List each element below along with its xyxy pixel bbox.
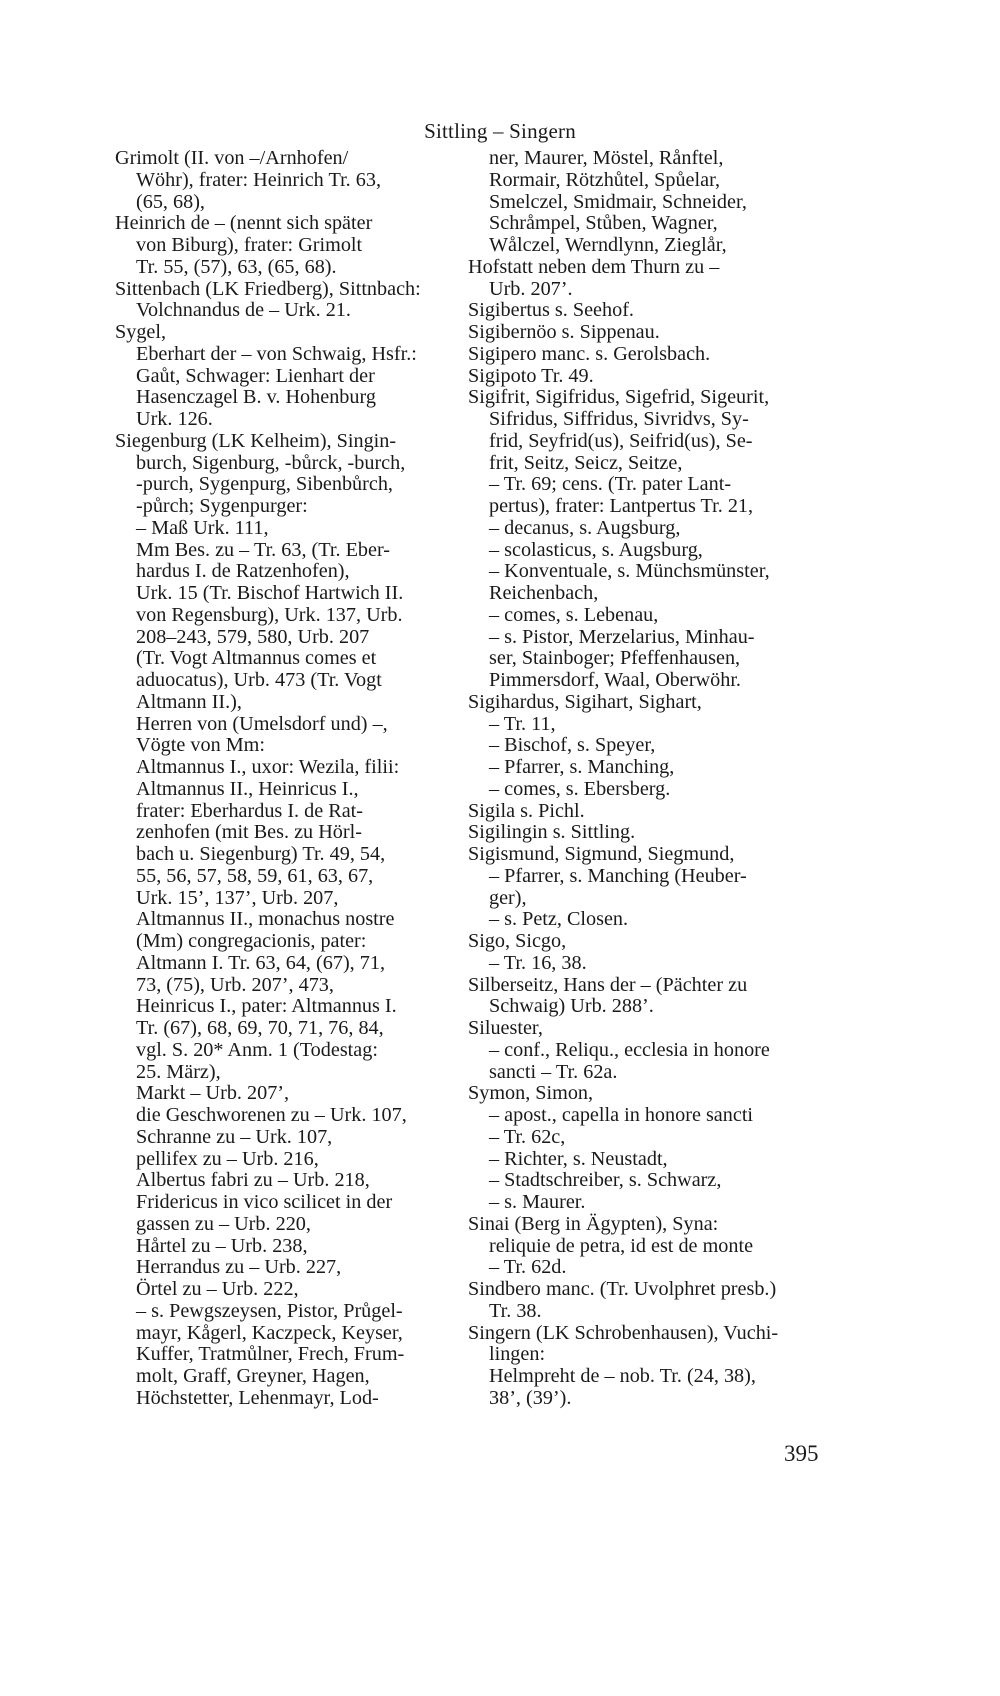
index-line: Sigila s. Pichl. [468, 799, 585, 822]
index-line: Sifridus, Siffridus, Sivridvs, Sy- [489, 408, 749, 430]
index-line: -purch, Sygenpurg, Sibenbůrch, [136, 473, 393, 496]
index-line: (65, 68), [136, 190, 205, 213]
index-line: von Biburg), frater: Grimolt [136, 234, 363, 256]
index-line: sancti – Tr. 62a. [489, 1060, 618, 1083]
index-line: – s. Pewgszeysen, Pistor, Průgel- [136, 1299, 403, 1322]
index-line: – s. Petz, Closen. [489, 908, 629, 931]
index-line: hardus I. de Ratzenhofen), [136, 560, 350, 583]
index-line: 73, (75), Urb. 207’, 473, [136, 973, 334, 996]
index-line: – Stadtschreiber, s. Schwarz, [489, 1169, 722, 1192]
index-line: Altmann I. Tr. 63, 64, (67), 71, [136, 951, 385, 974]
index-line: Herren von (Umelsdorf und) –, [136, 712, 388, 735]
index-line: Altmannus I., uxor: Wezila, filii: [136, 756, 400, 778]
index-line: Gaůt, Schwager: Lienhart der [136, 364, 375, 387]
index-column-right [468, 148, 833, 1410]
index-line: Rormair, Rötzhůtel, Spůelar, [489, 168, 721, 191]
index-line: Smelczel, Smidmair, Schneider, [489, 190, 747, 213]
index-line: Urk. 15’, 137’, Urb. 207, [136, 886, 339, 909]
index-line: Sigipero manc. s. Gerolsbach. [468, 342, 711, 365]
index-line: Sigismund, Sigmund, Siegmund, [468, 843, 735, 865]
index-line: zenhofen (mit Bes. zu Hörl- [136, 821, 362, 844]
index-line: Herrandus zu – Urb. 227, [136, 1256, 342, 1279]
index-line: Sigipoto Tr. 49. [468, 364, 594, 387]
index-line: Tr. 38. [489, 1299, 542, 1322]
index-line: – Maß Urk. 111, [136, 516, 269, 539]
index-line: vgl. S. 20* Anm. 1 (Todestag: [136, 1038, 378, 1061]
index-line: – conf., Reliqu., ecclesia in honore [489, 1038, 770, 1061]
index-line: molt, Graff, Greyner, Hagen, [136, 1365, 370, 1387]
index-line: – Bischof, s. Speyer, [489, 734, 656, 757]
index-line: ger), [489, 886, 527, 909]
index-line: Siluester, [468, 1017, 543, 1039]
index-line: lingen: [489, 1343, 546, 1366]
index-line: gassen zu – Urb. 220, [136, 1212, 311, 1235]
index-line: -půrch; Sygenpurger: [136, 495, 308, 517]
index-line: – Richter, s. Neustadt, [489, 1147, 668, 1170]
index-line: Eberhart der – von Schwaig, Hsfr.: [136, 342, 417, 365]
index-line: Sigifrit, Sigifridus, Sigefrid, Sigeurit, [468, 386, 770, 409]
index-line: 55, 56, 57, 58, 59, 61, 63, 67, [136, 864, 374, 887]
index-line: – scolasticus, s. Augsburg, [489, 538, 703, 561]
index-line: die Geschworenen zu – Urk. 107, [136, 1104, 407, 1126]
index-line: burch, Sigenburg, -bůrck, -burch, [136, 451, 406, 474]
index-line: Örtel zu – Urb. 222, [136, 1278, 299, 1300]
index-line: Sygel, [115, 321, 167, 343]
index-line: aduocatus), Urb. 473 (Tr. Vogt [136, 669, 382, 691]
index-line: Mm Bes. zu – Tr. 63, (Tr. Eber- [136, 538, 391, 561]
index-line: Hasenczagel B. v. Hohenburg [136, 386, 376, 409]
index-line: (Tr. Vogt Altmannus comes et [136, 647, 377, 670]
index-line: Hofstatt neben dem Thurn zu – [468, 255, 720, 278]
index-line: Siegenburg (LK Kelheim), Singin- [115, 429, 397, 452]
index-line: mayr, Kågerl, Kaczpeck, Keyser, [136, 1321, 403, 1344]
index-line: Tr. (67), 68, 69, 70, 71, 76, 84, [136, 1017, 384, 1039]
index-line: Heinrich de – (nennt sich später [115, 212, 373, 235]
index-line: Markt – Urb. 207’, [136, 1082, 290, 1105]
index-line: Wöhr), frater: Heinrich Tr. 63, [136, 168, 381, 191]
index-line: Urk. 15 (Tr. Bischof Hartwich II. [136, 582, 404, 604]
index-line: Altmann II.), [136, 690, 242, 713]
index-line: Altmannus II., Heinricus I., [136, 777, 359, 800]
index-line: (Mm) congregacionis, pater: [136, 930, 367, 952]
index-line: Urk. 126. [136, 408, 213, 430]
index-line: Silberseitz, Hans der – (Pächter zu [468, 973, 748, 996]
index-line: Sindbero manc. (Tr. Uvolphret presb.) [468, 1278, 777, 1300]
index-line: Albertus fabri zu – Urb. 218, [136, 1169, 370, 1192]
index-line: – Konventuale, s. Münchsmünster, [489, 560, 770, 583]
index-line: von Regensburg), Urk. 137, Urb. [136, 603, 403, 626]
index-line: Tr. 55, (57), 63, (65, 68). [136, 255, 337, 278]
index-line: Grimolt (II. von –/Arnhofen/ [115, 147, 349, 169]
index-line: Wålczel, Werndlynn, Zieglår, [489, 234, 727, 256]
index-line: pellifex zu – Urb. 216, [136, 1147, 319, 1170]
index-line: Fridericus in vico scilicet in der [136, 1191, 393, 1213]
index-line: Sigo, Sicgo, [468, 930, 567, 952]
index-line: Helmpreht de – nob. Tr. (24, 38), [489, 1365, 756, 1387]
page-number: 395 [784, 1441, 819, 1466]
index-line: ner, Maurer, Möstel, Rånftel, [489, 147, 724, 169]
index-line: – Tr. 11, [489, 712, 556, 735]
index-line: – comes, s. Lebenau, [489, 603, 659, 626]
index-line: reliquie de petra, id est de monte [489, 1234, 754, 1257]
page-header: Sittling – Singern [424, 119, 576, 143]
index-line: Schranne zu – Urk. 107, [136, 1125, 333, 1148]
index-line: – apost., capella in honore sancti [489, 1104, 754, 1126]
index-line: Sittenbach (LK Friedberg), Sittnbach: [115, 277, 421, 300]
index-line: – Tr. 16, 38. [489, 951, 587, 974]
index-line: Höchstetter, Lehenmayr, Lod- [136, 1386, 379, 1409]
index-line: ser, Stainboger; Pfeffenhausen, [489, 647, 741, 670]
index-line: Altmannus II., monachus nostre [136, 908, 395, 931]
index-line: pertus), frater: Lantpertus Tr. 21, [489, 495, 754, 517]
index-line: Reichenbach, [489, 582, 599, 604]
index-line: 25. März), [136, 1060, 221, 1083]
index-line: Pimmersdorf, Waal, Oberwöhr. [489, 669, 741, 691]
index-line: – s. Maurer. [489, 1191, 586, 1213]
index-line: Singern (LK Schrobenhausen), Vuchi- [468, 1321, 779, 1344]
index-line: Sigihardus, Sigihart, Sighart, [468, 690, 702, 713]
index-line: – Pfarrer, s. Manching (Heuber- [489, 864, 747, 887]
index-line: frit, Seitz, Seicz, Seitze, [489, 451, 683, 474]
index-line: – Pfarrer, s. Manching, [489, 756, 675, 778]
index-line: Heinricus I., pater: Altmannus I. [136, 995, 397, 1018]
index-line: Urb. 207’. [489, 277, 573, 300]
index-line: Sigibernöo s. Sippenau. [468, 321, 660, 343]
index-line: Sigibertus s. Seehof. [468, 299, 634, 322]
index-line: Kuffer, Tratmůlner, Frech, Frum- [136, 1343, 405, 1366]
index-line: – decanus, s. Augsburg, [489, 516, 681, 539]
index-line: 208–243, 579, 580, Urb. 207 [136, 625, 370, 648]
index-line: – Tr. 62c, [489, 1125, 566, 1148]
index-line: Sigilingin s. Sittling. [468, 821, 636, 844]
index-line: Volchnandus de – Urk. 21. [136, 299, 351, 322]
index-line: Schwaig) Urb. 288’. [489, 995, 654, 1018]
index-line: – Tr. 69; cens. (Tr. pater Lant- [489, 473, 732, 496]
index-line: – Tr. 62d. [489, 1256, 567, 1279]
index-column-left [115, 148, 505, 1410]
index-line: 38’, (39’). [489, 1386, 572, 1409]
index-line: – s. Pistor, Merzelarius, Minhau- [489, 625, 755, 648]
index-line: – comes, s. Ebersberg. [489, 777, 671, 800]
index-line: frid, Seyfrid(us), Seifrid(us), Se- [489, 429, 753, 452]
index-line: Symon, Simon, [468, 1082, 594, 1105]
index-line: Schråmpel, Stůben, Wagner, [489, 212, 718, 235]
index-line: bach u. Siegenburg) Tr. 49, 54, [136, 843, 386, 865]
index-line: Hårtel zu – Urb. 238, [136, 1234, 308, 1257]
index-line: frater: Eberhardus I. de Rat- [136, 799, 364, 822]
index-line: Sinai (Berg in Ägypten), Syna: [468, 1212, 719, 1235]
index-line: Vögte von Mm: [136, 734, 265, 757]
